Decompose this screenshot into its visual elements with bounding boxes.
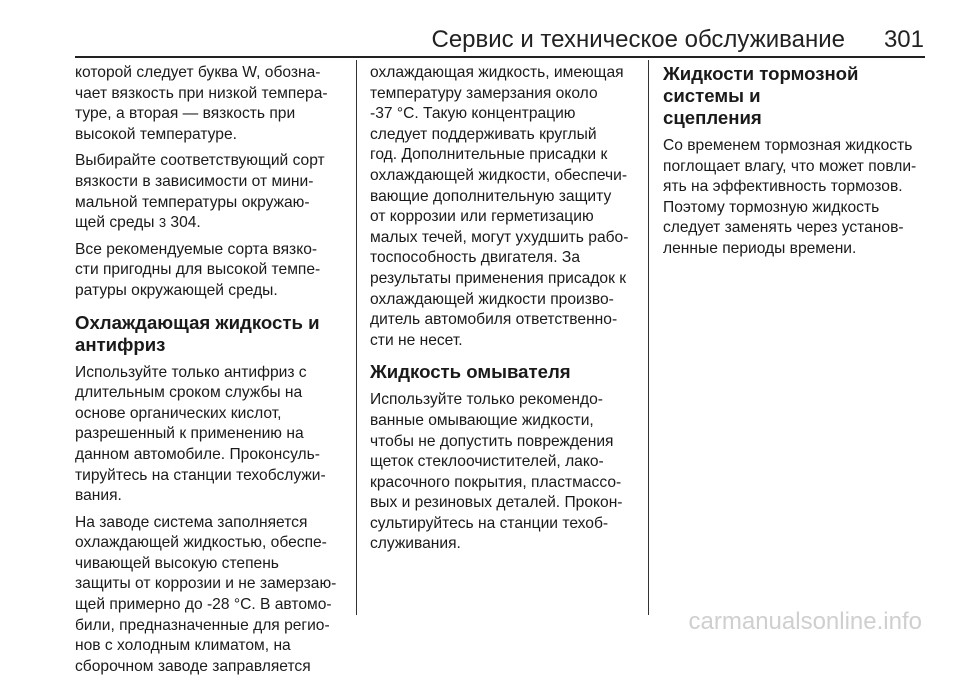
text-line: чтобы не допустить повреждения	[370, 432, 614, 450]
text-line: дитель автомобиля ответственно-	[370, 311, 618, 329]
text-line: вых и резиновых деталей. Прокон-	[370, 494, 623, 512]
text-line: результаты применения присадок к	[370, 269, 627, 287]
text-line: вающие дополнительную защиту	[370, 187, 612, 205]
text-line: служивания.	[370, 535, 461, 553]
column-divider	[648, 60, 649, 615]
paragraph	[75, 513, 345, 678]
text-line: Со временем тормозная жидкость	[663, 137, 913, 154]
text-line: красочного покрытия, пластмассо-	[370, 473, 622, 491]
text-line: ванные омывающие жидкости,	[370, 411, 594, 429]
arrow-right-icon[interactable]: 3	[158, 215, 167, 231]
text-line: высокой температуре.	[75, 125, 237, 143]
text-line: -37 °C. Такую концентрацию	[370, 105, 576, 123]
column-3	[663, 63, 931, 266]
text-line: год. Дополнительные присадки к	[370, 146, 608, 164]
text-line: чивающей высокую степень	[75, 554, 279, 572]
text-line: щеток стеклоочистителей, лако-	[370, 453, 604, 471]
heading-line: сцепления	[663, 107, 762, 128]
paragraph	[370, 63, 642, 351]
watermark: carmanualsonline.info	[688, 608, 922, 635]
page-number: 301	[883, 26, 924, 53]
paragraph	[75, 151, 345, 233]
paragraph	[75, 363, 345, 507]
heading-line: Жидкости тормозной системы и	[663, 63, 859, 106]
page-header	[0, 0, 960, 58]
text-line: мальной температуры окружаю-	[75, 193, 310, 211]
text-line: сти пригодны для высокой темпе-	[75, 261, 321, 279]
text-line: Используйте только рекомендо-	[370, 391, 603, 409]
text-line: ратуры окружающей среды.	[75, 281, 278, 299]
column-divider	[356, 60, 357, 615]
text-line: от коррозии или герметизацию	[370, 208, 594, 226]
text-line: ленные периоды времени.	[663, 239, 857, 257]
text-line: сти не несет.	[370, 331, 463, 349]
text-line: следует поддерживать круглый	[370, 125, 597, 143]
section-heading	[663, 63, 931, 129]
column-2	[370, 63, 642, 561]
text-line: вания.	[75, 487, 122, 505]
text-line: охлаждающая жидкость, имеющая	[370, 64, 624, 81]
text-line: Используйте только антифриз с	[75, 363, 307, 381]
paragraph	[663, 136, 931, 260]
text-line: следует заменять через установ-	[663, 219, 904, 237]
text-line: чает вязкость при низкой темпера-	[75, 84, 328, 102]
text-line: охлаждающей жидкости, обеспечи-	[370, 166, 628, 184]
text-line: которой следует буква W, обозна-	[75, 64, 321, 81]
text-line: сборочном заводе заправляется	[75, 657, 311, 675]
text-line: вязкости в зависимости от мини-	[75, 172, 314, 190]
text-line: туре, а вторая — вязкость при	[75, 105, 296, 123]
text-line: тоспособность двигателя. За	[370, 249, 580, 267]
text-line: охлаждающей жидкостью, обеспе-	[75, 534, 327, 552]
text-line: поглощает влагу, что может повли-	[663, 157, 917, 175]
header-rule	[75, 56, 925, 58]
text-line: длительным сроком службы на	[75, 384, 303, 402]
text-line: сультируйтесь на станции техоб-	[370, 514, 609, 532]
text-line: Все рекомендуемые сорта вязко-	[75, 240, 318, 258]
paragraph	[370, 390, 642, 555]
text-line: температуру замерзания около	[370, 84, 598, 102]
text-line: На заводе система заполняется	[75, 513, 308, 531]
text-line: тируйтесь на станции техобслужи-	[75, 466, 326, 484]
page-reference[interactable]: 304.	[170, 214, 201, 232]
text-line: щей среды	[75, 214, 155, 232]
text-line: охлаждающей жидкости произво-	[370, 290, 614, 308]
paragraph	[75, 63, 345, 145]
text-line: Поэтому тормозную жидкость	[663, 198, 880, 216]
text-line: основе органических кислот,	[75, 404, 282, 422]
text-line: разрешенный к применению на	[75, 425, 304, 443]
text-line: защиты от коррозии и не замерзаю-	[75, 575, 337, 593]
section-heading	[75, 312, 345, 356]
text-line: данном автомобиле. Проконсуль-	[75, 445, 320, 463]
text-line: нов с холодным климатом, на	[75, 637, 291, 655]
header-title: Сервис и техническое обслуживание	[431, 26, 845, 53]
text-line: малых течей, могут ухудшить рабо-	[370, 228, 629, 246]
text-line: ять на эффективность тормозов.	[663, 178, 903, 196]
text-line: щей примерно до -28 °C. В автомо-	[75, 596, 332, 614]
paragraph	[75, 240, 345, 302]
text-line: Выбирайте соответствующий сорт	[75, 152, 325, 170]
text-line: били, предназначенные для регио-	[75, 616, 330, 634]
column-1	[75, 63, 345, 683]
section-heading	[370, 361, 642, 383]
heading-line: антифриз	[75, 333, 166, 355]
heading-line: Охлаждающая жидкость и	[75, 311, 320, 333]
heading-line: Жидкость омывателя	[370, 361, 571, 383]
